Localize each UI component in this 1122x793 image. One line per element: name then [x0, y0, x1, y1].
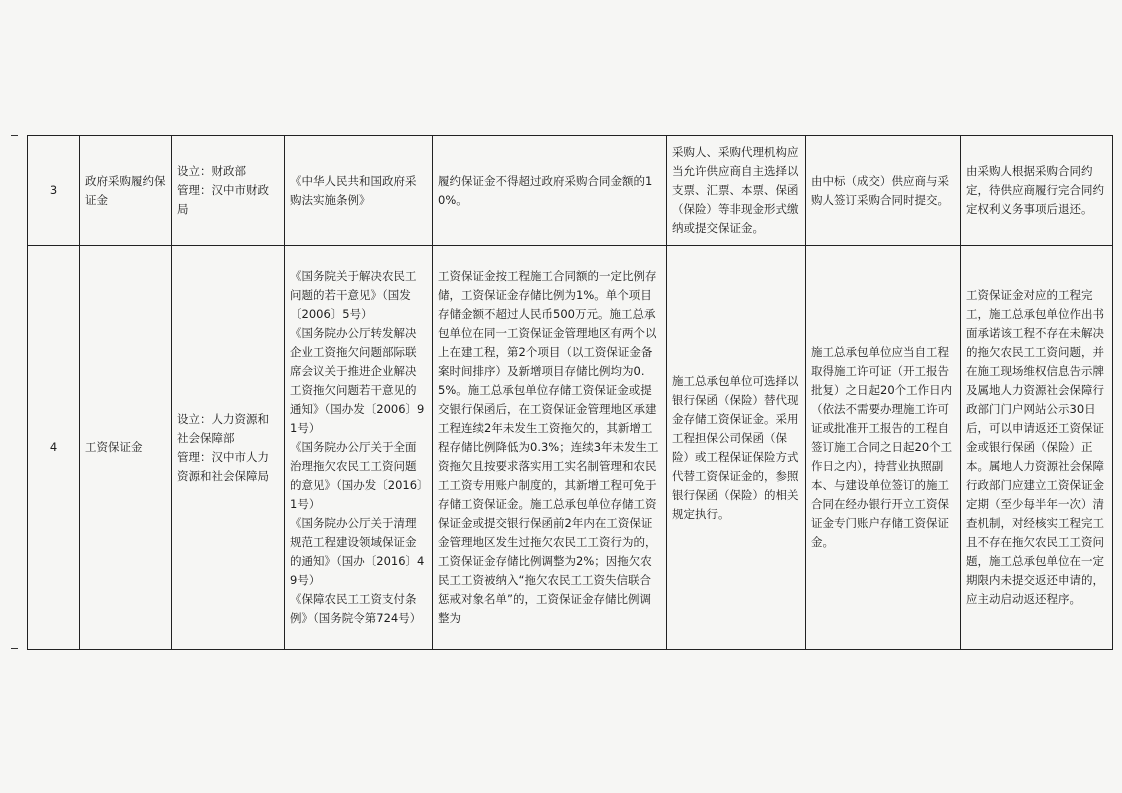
timing-cell: 施工总承包单位应当自工程取得施工许可证（开工报告批复）之日起20个工作日内（依法不需要办理施工许可证或批准开工报告的工程自签订施工合同之日起20个工作日之内），持营业执照副本、与建设单位签订的施工合同在经办银行开立工资保证金专门账户存储工资保证金。 [806, 246, 961, 650]
authority-cell [172, 246, 285, 650]
basis-item: 《保障农民工工资支付条例》（国务院令第724号） [290, 592, 422, 625]
method-cell: 采购人、采购代理机构应当允许供应商自主选择以支票、汇票、本票、保函（保险）等非现金形式缴纳或提交保证金。 [667, 136, 806, 246]
basis-item: 《国务院办公厅关于全面治理拖欠农民工工资问题的意见》（国办发〔2016〕1号） [290, 440, 423, 511]
authority-line: 设立：财政部 [177, 164, 246, 178]
deposit-name: 工资保证金 [80, 246, 172, 650]
authority-line: 设立：人力资源和社会保障部 [177, 411, 269, 445]
standard-cell: 履约保证金不得超过政府采购合同金额的10%。 [433, 136, 667, 246]
basis-item: 《中华人民共和国政府采购法实施条例》 [290, 173, 417, 207]
table-row [28, 246, 1113, 650]
standard-cell: 工资保证金按工程施工合同额的一定比例存储，工资保证金存储比例为1%。单个项目存储金额不超过人民币500万元。施工总承包单位在同一工资保证金管理地区有两个以上在建工程，第2个项目（以工资保证金备案时间排序）及新增项目存储比例均为0.5%。施工总承包单位存储工资保证金或提交银行保函后，在工资保证金管理地区承建工程连续2年未发生工资拖欠的，其新增工程存储比例降低为0.3%；连续3年未发生工资拖欠且按要求落实用工实名制管理和农民工工资专用账户制度的，其新增工程可免于存储工资保证金。施工总承包单位存储工资保证金或提交银行保函前2年内在工资保证金管理地区发生过拖欠农民工工资行为的，工资保证金存储比例调整为2%；因拖欠农民工工资被纳入“拖欠农民工工资失信联合惩戒对象名单”的，工资保证金存储比例调整为 [433, 246, 667, 650]
timing-cell: 由中标（成交）供应商与采购人签订采购合同时提交。 [806, 136, 961, 246]
basis-cell [285, 136, 433, 246]
row-number: 4 [28, 246, 80, 650]
page-margin-mark [11, 135, 18, 136]
deposit-table [27, 135, 1113, 650]
method-cell: 施工总承包单位可选择以银行保函（保险）替代现金存储工资保证金。采用工程担保公司保函（保险）或工程保证保险方式代替工资保证金的，参照银行保函（保险）的相关规定执行。 [667, 246, 806, 650]
refund-cell: 工资保证金对应的工程完工，施工总承包单位作出书面承诺该工程不存在未解决的拖欠农民工工资问题，并在施工现场维权信息告示牌及属地人力资源社会保障行政部门门户网站公示30日后，可以申请返还工资保证金或银行保函（保险）正本。属地人力资源社会保障行政部门应建立工资保证金定期（至少每半年一次）清查机制，对经核实工程完工且不存在拖欠农民工工资问题，施工总承包单位在一定期限内未提交返还申请的，应主动启动返还程序。 [961, 246, 1113, 650]
deposit-name: 政府采购履约保证金 [80, 136, 172, 246]
basis-item: 《国务院办公厅关于清理规范工程建设领域保证金的通知》（国办〔2016〕49号） [290, 516, 425, 587]
page-margin-mark [11, 648, 18, 649]
authority-cell [172, 136, 285, 246]
authority-line: 管理：汉中市人力资源和社会保障局 [177, 449, 269, 483]
basis-cell [285, 246, 433, 650]
refund-cell: 由采购人根据采购合同约定，待供应商履行完合同约定权利义务事项后退还。 [961, 136, 1113, 246]
basis-item: 《国务院关于解决农民工问题的若干意见》（国发〔2006〕5号） [290, 269, 417, 321]
row-number: 3 [28, 136, 80, 246]
authority-line: 管理：汉中市财政局 [177, 183, 269, 216]
table-row [28, 136, 1113, 246]
basis-item: 《国务院办公厅转发解决企业工资拖欠问题部际联席会议关于推进企业解决工资拖欠问题若干意见的通知》（国办发〔2006〕91号） [290, 326, 425, 435]
